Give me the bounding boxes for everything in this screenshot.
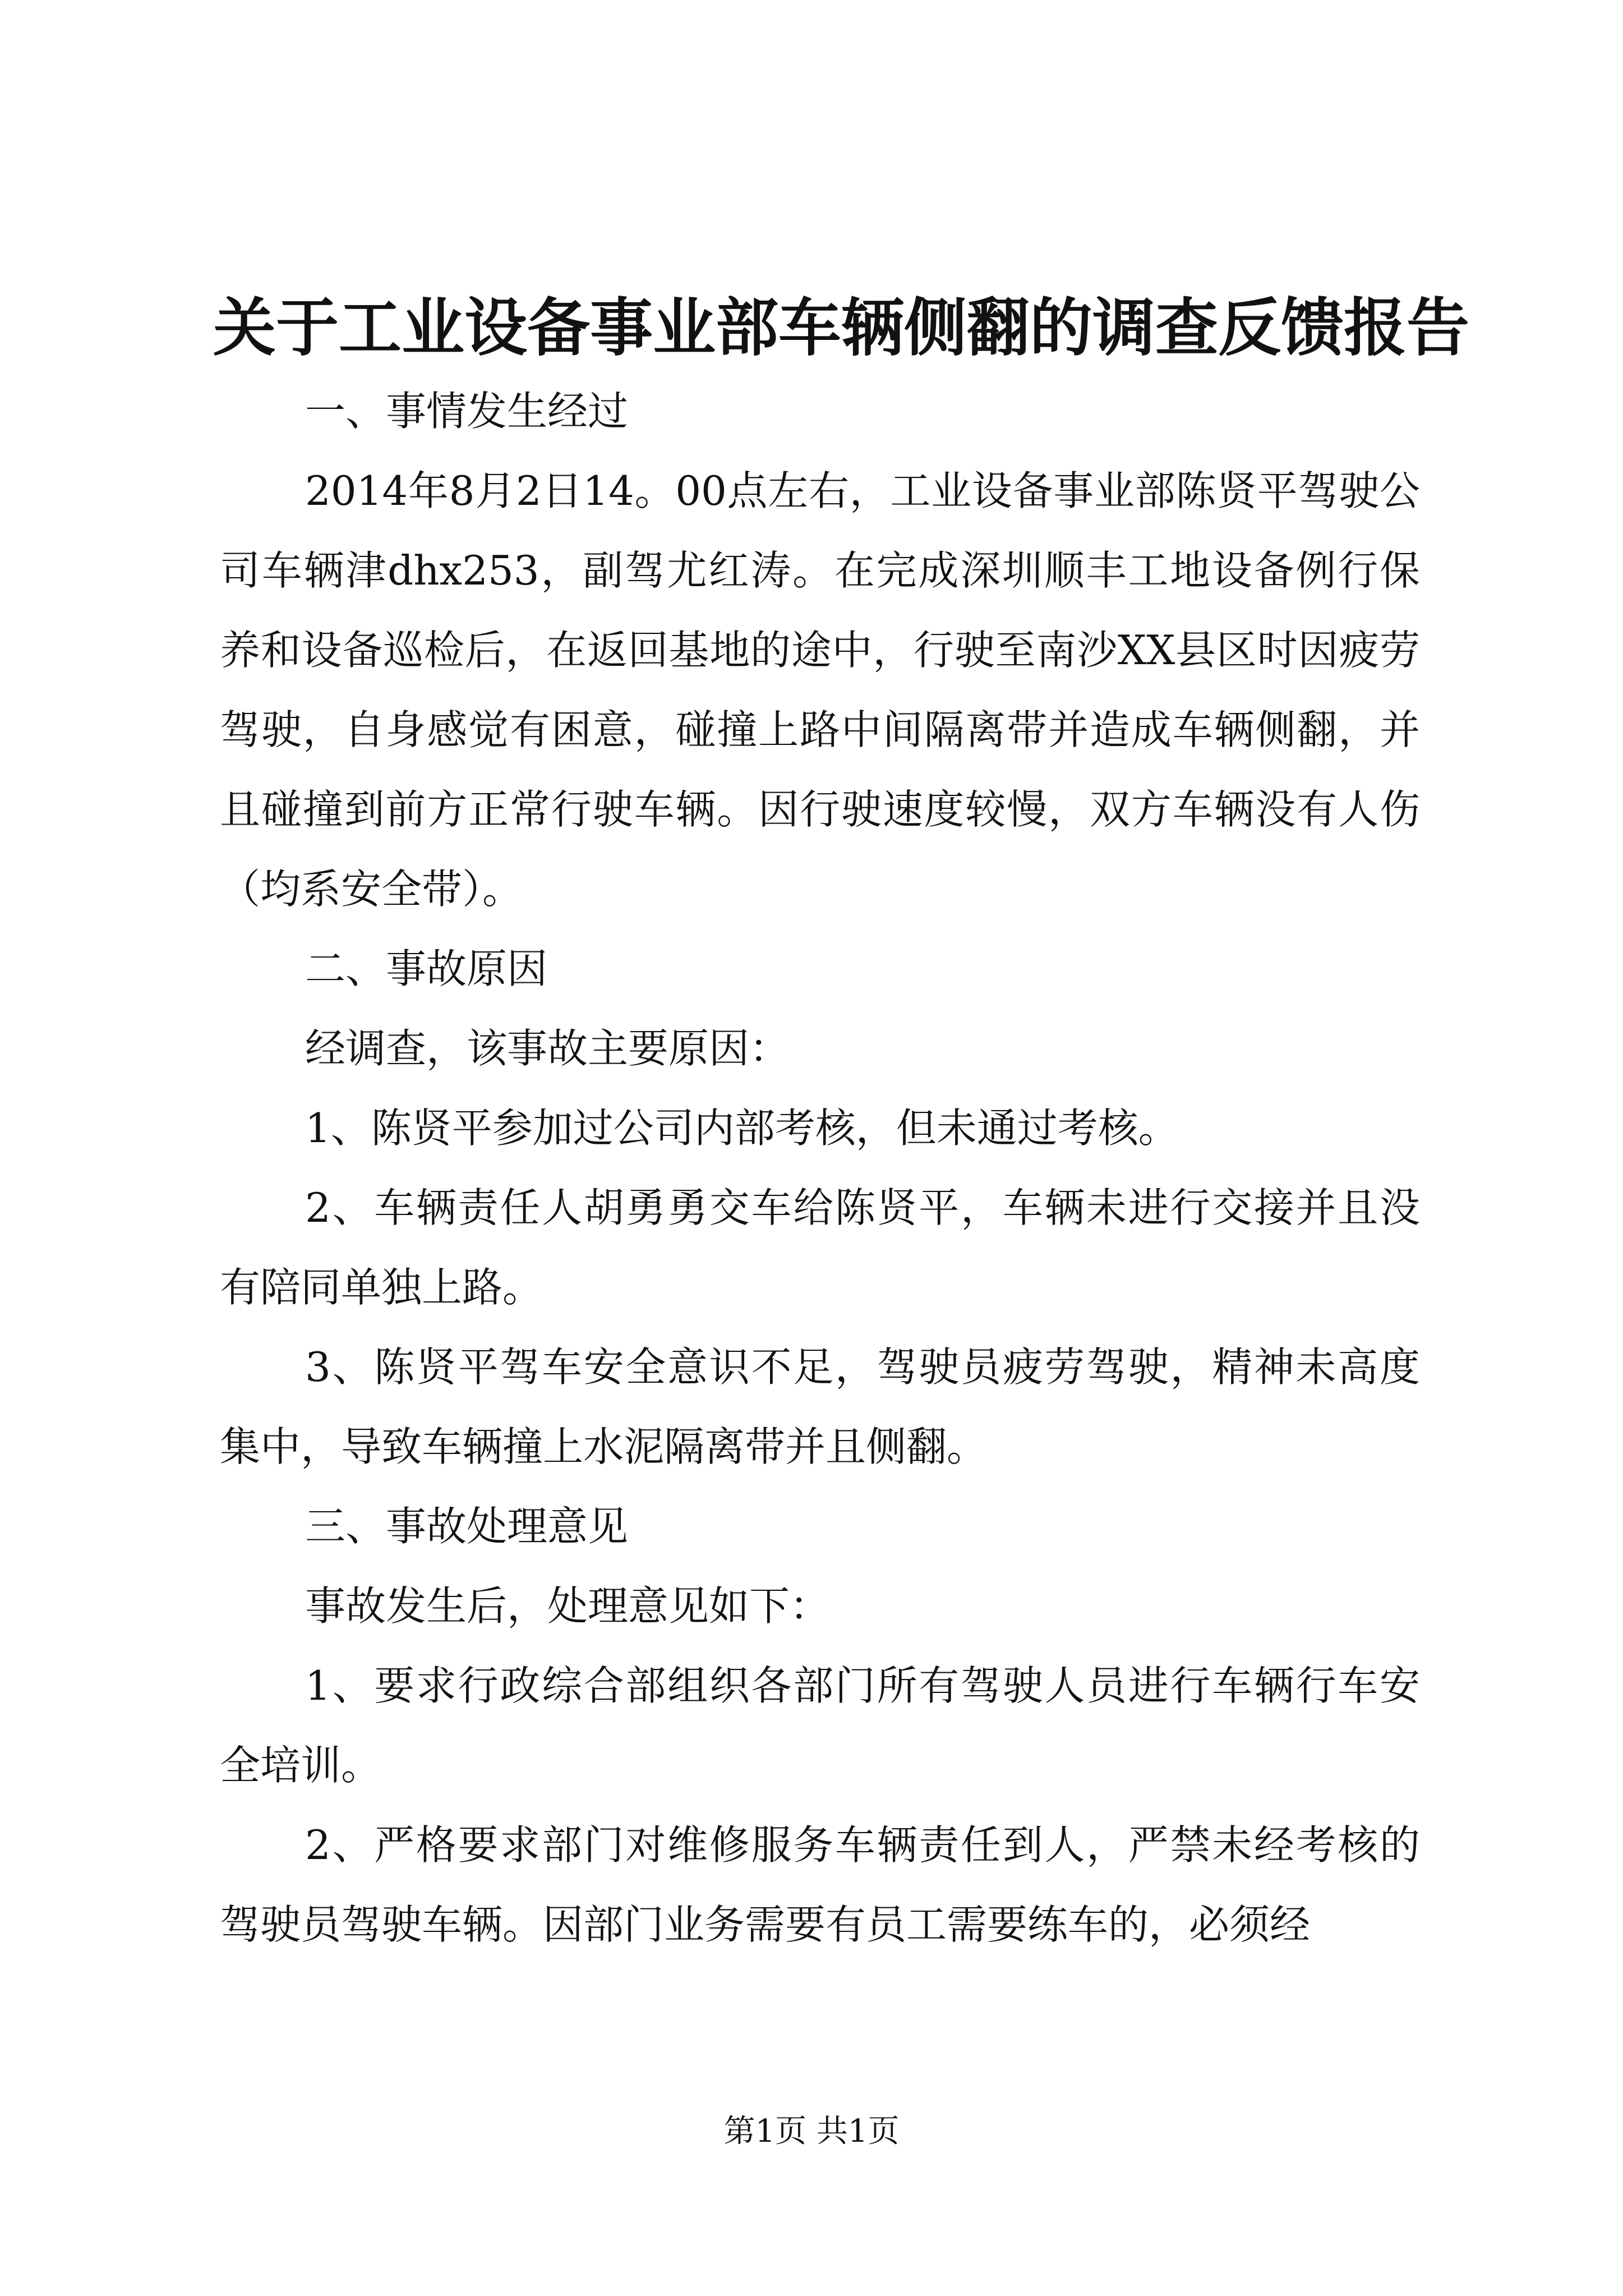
cause-item-2: 2、车辆责任人胡勇勇交车给陈贤平，车辆未进行交接并且没有陪同单独上路。 (220, 1184, 1420, 1311)
document-title: 关于工业设备事业部车辆侧翻的调查反馈报告 (213, 292, 1469, 365)
cause-item-3: 3、陈贤平驾车安全意识不足，驾驶员疲劳驾驶，精神未高度集中，导致车辆撞上水泥隔离带并且侧翻。 (220, 1343, 1420, 1470)
section-heading-3: 三、事故处理意见 (305, 1503, 629, 1550)
handling-item-2: 2、严格要求部门对维修服务车辆责任到人，严禁未经考核的驾驶员驾驶车辆。因部门业务需要有员工需要练车的，必须经 (220, 1821, 1420, 1948)
document-body (220, 371, 1420, 1964)
section-heading-2: 二、事故原因 (305, 945, 548, 992)
paragraph-incident-details: 2014年8月2日14。00点左右，工业设备事业部陈贤平驾驶公司车辆津dhx253，副驾尤红涛。在完成深圳顺丰工地设备例行保养和设备巡检后，在返回基地的途中，行驶至南沙XX县区时因疲劳驾驶，自身感觉有困意，碰撞上路中间隔离带并造成车辆侧翻，并且碰撞到前方正常行驶车辆。因行驶速度较慢，双方车辆没有人伤（均系安全带）。 (220, 467, 1420, 913)
section-heading-1: 一、事情发生经过 (305, 388, 629, 435)
handling-item-1: 1、要求行政综合部组织各部门所有驾驶人员进行车辆行车安全培训。 (220, 1662, 1420, 1789)
cause-item-1: 1、陈贤平参加过公司内部考核，但未通过考核。 (305, 1105, 1179, 1152)
paragraph-investigation-intro: 经调查，该事故主要原因： (305, 1025, 790, 1072)
paragraph-handling-intro: 事故发生后，处理意见如下： (305, 1582, 831, 1630)
page-number-footer: 第1页 共1页 (723, 2113, 900, 2150)
